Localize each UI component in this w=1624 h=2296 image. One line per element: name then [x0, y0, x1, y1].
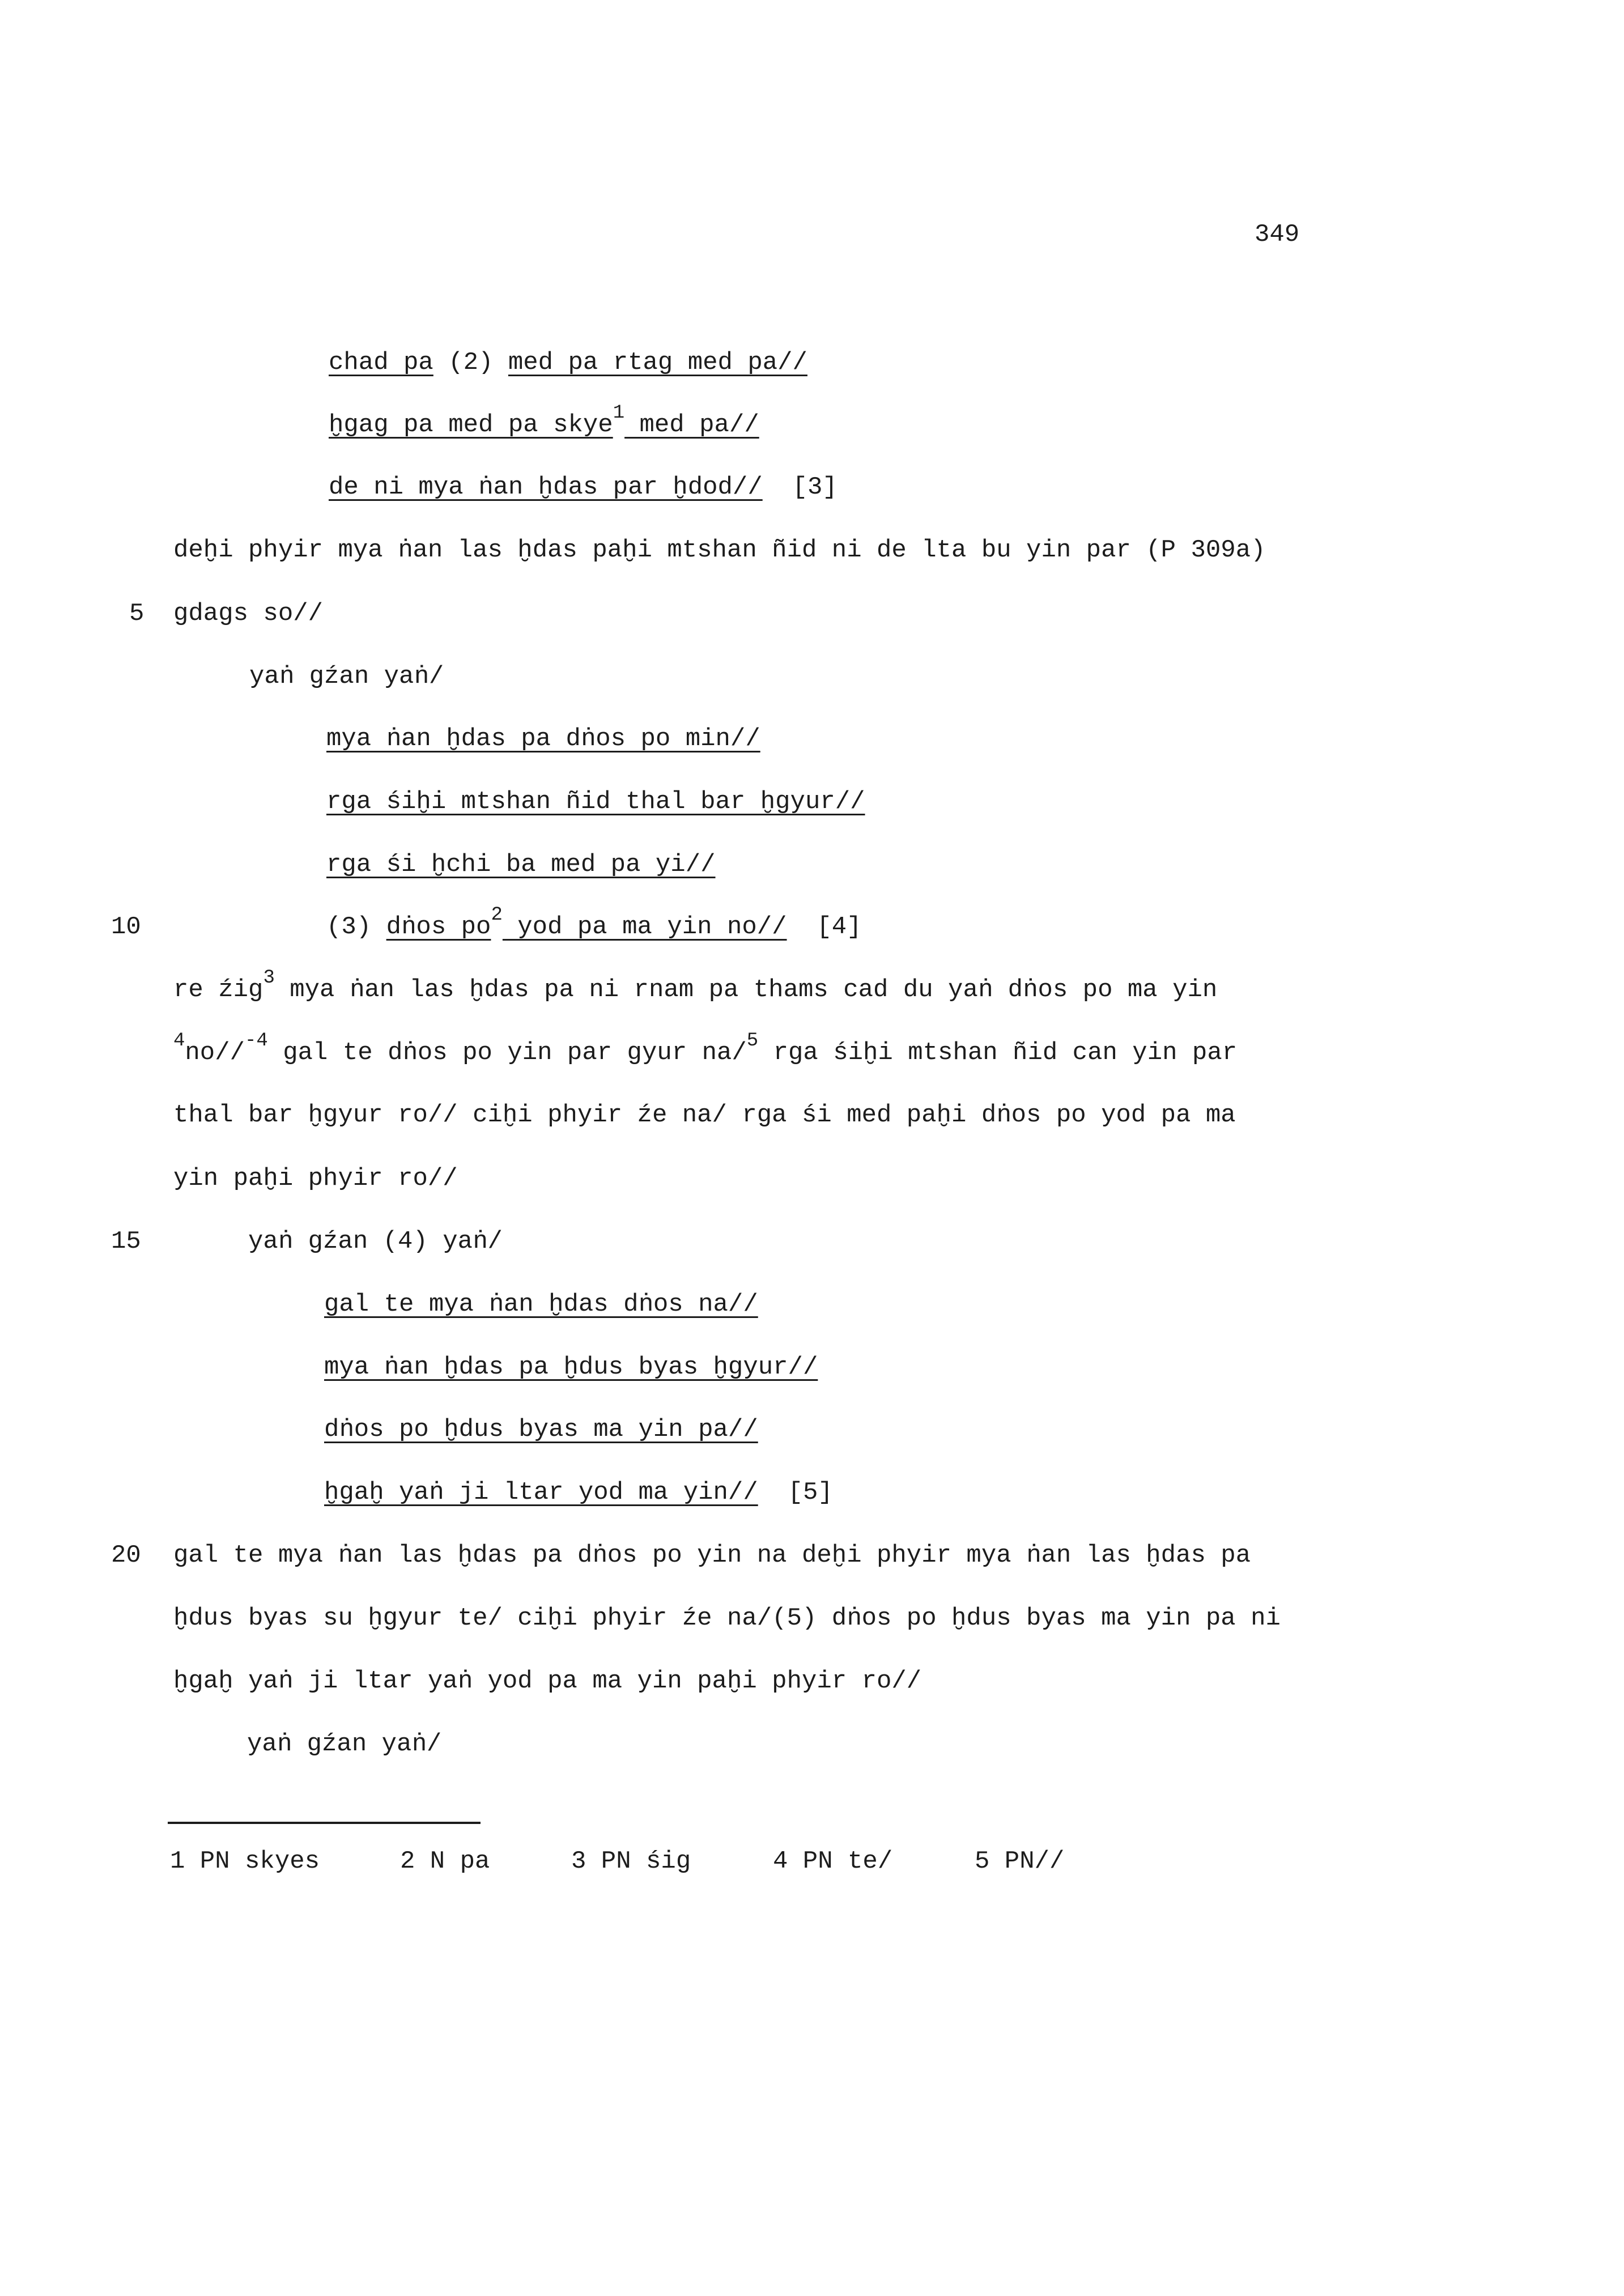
text-line: [173, 967, 1218, 1006]
text-segment: deḫi phyir mya ṅan las ḫdas paḫi mtshan ñid ni de lta bu yin par (P 309a): [173, 536, 1266, 564]
text-line: [329, 471, 837, 503]
text-segment: ḫdus byas su ḫgyur te/ ciḫi phyir źe na/(5) dṅos po ḫdus byas ma yin pa ni: [173, 1604, 1281, 1632]
text-line: [173, 1665, 921, 1697]
page-number: 349: [1255, 220, 1300, 249]
text-line: [324, 1477, 833, 1508]
text-line: [248, 1226, 503, 1257]
text-segment: rga śi ḫchi ba med pa yi//: [326, 851, 716, 879]
text-line: [326, 723, 760, 755]
footnote-marker: 4: [173, 1030, 185, 1052]
text-segment: [4]: [787, 913, 862, 941]
line-number: 20: [111, 1541, 141, 1570]
text-line: [173, 1030, 1238, 1069]
text-segment: ḫgaḫ yaṅ ji ltar yaṅ yod pa ma yin paḫi phyir ro//: [173, 1667, 922, 1695]
text-line: [326, 849, 716, 881]
text-segment: re źig: [173, 976, 263, 1004]
text-segment: gal te mya ṅan ḫdas dṅos na//: [324, 1290, 758, 1319]
text-line: [173, 598, 323, 630]
text-segment: ḫgaḫ yaṅ ji ltar yod ma yin//: [324, 1478, 758, 1507]
footnote-rule: [168, 1822, 481, 1824]
text-segment: [3]: [762, 473, 837, 501]
line-number: 5: [129, 599, 144, 628]
footnote: 4 PN te/: [773, 1847, 893, 1876]
text-line: [326, 904, 862, 943]
text-segment: gal te mya ṅan las ḫdas pa dṅos po yin na deḫi phyir mya ṅan las ḫdas pa: [173, 1541, 1251, 1570]
text-segment: mya ṅan ḫdas pa ḫdus byas ḫgyur//: [324, 1353, 818, 1381]
footnote: 3 PN śig: [571, 1847, 691, 1876]
text-line: [173, 1099, 1236, 1131]
footnote-marker: -4: [245, 1030, 268, 1052]
text-segment: rga śiḫi mtshan ñid can yin par: [758, 1039, 1238, 1067]
line-number: 15: [111, 1227, 141, 1256]
footnote-marker: 1: [613, 402, 625, 424]
text-segment: yod pa ma yin no//: [502, 913, 787, 941]
text-segment: thal bar ḫgyur ro// ciḫi phyir źe na/ rga śi med paḫi dṅos po yod pa ma: [173, 1101, 1236, 1129]
text-line: [326, 786, 865, 818]
text-segment: gal te dṅos po yin par gyur na/: [267, 1039, 747, 1067]
text-line: [324, 1414, 758, 1445]
text-line: [329, 402, 759, 441]
text-line: [249, 661, 444, 692]
text-segment: yaṅ gźan yaṅ/: [249, 662, 444, 691]
text-segment: yin paḫi phyir ro//: [173, 1164, 458, 1193]
text-segment: (3): [326, 913, 386, 941]
line-number: 10: [111, 913, 141, 941]
footnote-marker: 2: [491, 904, 503, 926]
footnote: 2 N pa: [400, 1847, 490, 1876]
text-segment: ḫgag pa med pa skye: [329, 411, 613, 439]
text-segment: mya ṅan las ḫdas pa ni rnam pa thams cad du yaṅ dṅos po ma yin: [274, 976, 1218, 1004]
text-line: [324, 1351, 818, 1383]
footnote: 1 PN skyes: [170, 1847, 320, 1876]
text-segment: [5]: [758, 1478, 833, 1507]
text-segment: gdags so//: [173, 599, 324, 628]
text-segment: dṅos po: [386, 913, 491, 941]
text-line: [247, 1728, 441, 1760]
text-segment: yaṅ gźan (4) yaṅ/: [248, 1227, 503, 1256]
text-line: [173, 1602, 1281, 1634]
text-line: [173, 1163, 458, 1194]
text-segment: med pa rtag med pa//: [508, 348, 807, 377]
text-segment: dṅos po ḫdus byas ma yin pa//: [324, 1415, 758, 1444]
text-segment: yaṅ gźan yaṅ/: [247, 1730, 442, 1758]
text-segment: de ni mya ṅan ḫdas par ḫdod//: [329, 473, 763, 501]
text-line: [329, 347, 807, 379]
footnote: 5 PN//: [975, 1847, 1065, 1876]
text-segment: (2): [433, 348, 508, 377]
text-line: [324, 1289, 758, 1320]
footnote-marker: 5: [746, 1030, 759, 1052]
footnote-marker: 3: [263, 967, 275, 989]
text-segment: no//: [185, 1039, 245, 1067]
text-line: [173, 1540, 1251, 1571]
text-segment: mya ṅan ḫdas pa dṅos po min//: [326, 725, 760, 753]
text-segment: rga śiḫi mtshan ñid thal bar ḫgyur//: [326, 788, 865, 816]
text-line: [173, 534, 1266, 566]
text-segment: med pa//: [624, 411, 759, 439]
text-segment: chad pa: [329, 348, 433, 377]
